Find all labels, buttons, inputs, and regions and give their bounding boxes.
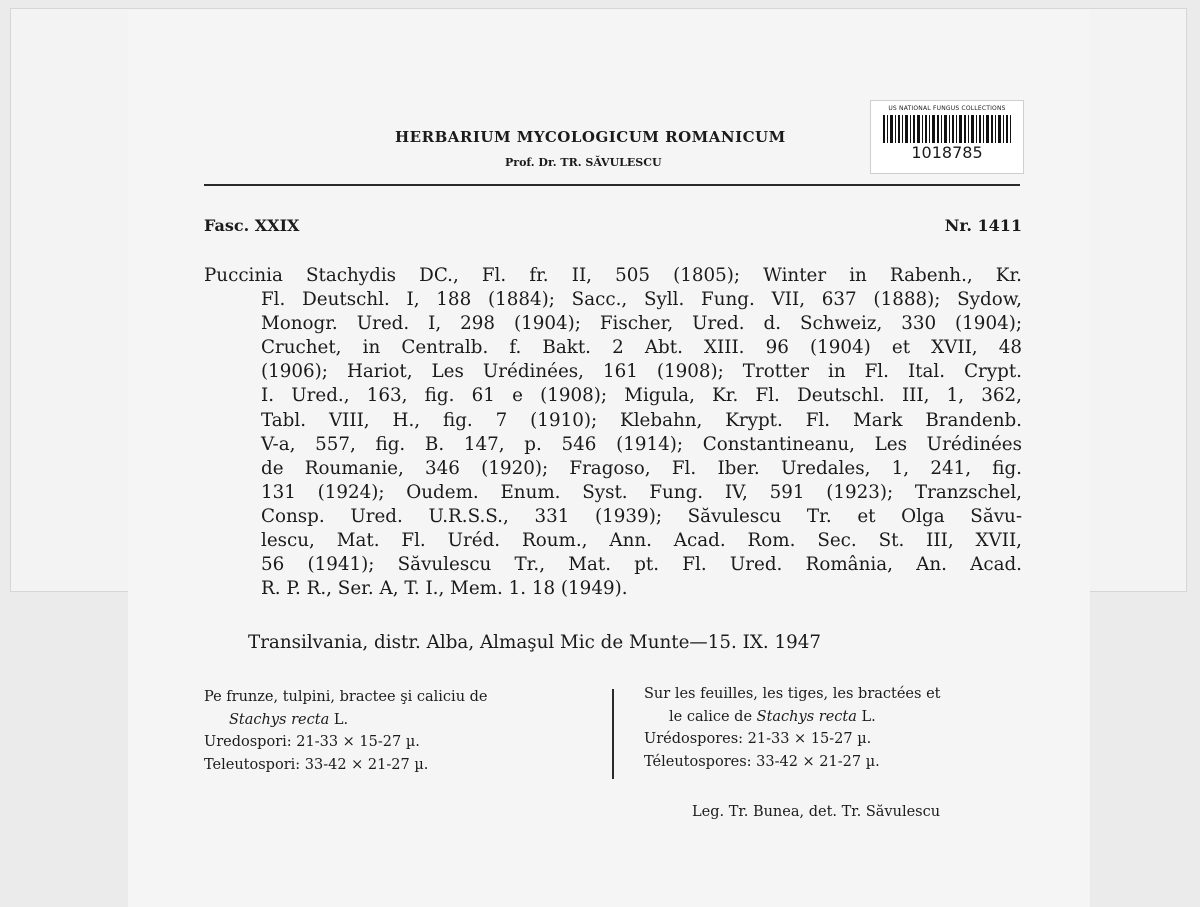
catalog-number: 1018785 — [911, 143, 983, 162]
citation-line: lescu, Mat. Fl. Uréd. Roum., Ann. Acad. Rom. Sec. St. III, XVII, — [261, 530, 1022, 552]
spore-measure: Teleutospori: 33-42 × 21-27 µ. — [204, 756, 429, 773]
citation-line: (1906); Hariot, Les Urédinées, 161 (1908); Trotter in Fl. Ital. Crypt. — [261, 361, 1022, 383]
citation-line: Cruchet, in Centralb. f. Bakt. 2 Abt. XIII. 96 (1904) et XVII, 48 — [261, 337, 1022, 359]
host-species: Stachys recta — [229, 711, 330, 728]
citation-line: R. P. R., Ser. A, T. I., Mem. 1. 18 (1949). — [261, 578, 628, 600]
spore-measure: Téleutospores: 33-42 × 21-27 µ. — [644, 753, 880, 770]
host-line: Pe frunze, tulpini, bractee şi caliciu de — [204, 689, 488, 705]
citation-line: Fl. Deutschl. I, 188 (1884); Sacc., Syll. Fung. VII, 637 (1888); Sydow, — [261, 289, 1022, 311]
header-divider — [204, 184, 1020, 186]
barcode-icon — [881, 115, 1013, 143]
citation-line: Puccinia Stachydis DC., Fl. fr. II, 505 (1805); Winter in Rabenh., Kr. — [204, 265, 1022, 286]
collection-name: US NATIONAL FUNGUS COLLECTIONS — [888, 105, 1006, 112]
page-title: HERBARIUM MYCOLOGICUM ROMANICUM — [395, 128, 786, 146]
french-description — [644, 683, 940, 773]
citation-line: Tabl. VIII, H., fig. 7 (1910); Klebahn, Krypt. Fl. Mark Brandenb. — [261, 409, 1022, 431]
specimen-number: Nr. 1411 — [944, 216, 1022, 235]
locality-line: Transilvania, distr. Alba, Almaşul Mic de Munte—15. IX. 1947 — [248, 632, 821, 653]
spore-measure: Urédospores: 21-33 × 15-27 µ. — [644, 731, 872, 747]
species-citation — [204, 264, 1022, 601]
collector-line: Leg. Tr. Bunea, det. Tr. Săvulescu — [692, 804, 941, 820]
host-author: L. — [856, 708, 876, 725]
citation-line: V-a, 557, fig. B. 147, p. 546 (1914); Constantineanu, Les Urédinées — [261, 433, 1022, 455]
host-species-line — [644, 706, 940, 729]
fascicle-label: Fasc. XXIX — [204, 216, 300, 235]
host-prefix: le calice de — [669, 708, 757, 725]
romanian-description — [204, 686, 488, 776]
host-line: Sur les feuilles, les tiges, les bractées et — [644, 686, 941, 702]
citation-line: de Roumanie, 346 (1920); Fragoso, Fl. Iber. Uredales, 1, 241, fig. — [261, 457, 1022, 479]
column-divider — [612, 689, 614, 779]
citation-line: 56 (1941); Săvulescu Tr., Mat. pt. Fl. Ured. România, An. Acad. — [261, 554, 1022, 576]
host-species-line — [204, 709, 488, 732]
citation-line: Consp. Ured. U.R.S.S., 331 (1939); Săvulescu Tr. et Olga Săvu- — [261, 505, 1022, 527]
citation-line: I. Ured., 163, fig. 61 e (1908); Migula, Kr. Fl. Deutschl. III, 1, 362, — [261, 385, 1022, 407]
host-species: Stachys recta — [756, 708, 857, 725]
barcode-label — [870, 100, 1024, 174]
host-author: L. — [329, 711, 349, 728]
spore-measure: Uredospori: 21-33 × 15-27 µ. — [204, 734, 420, 750]
page-subtitle: Prof. Dr. TR. SĂVULESCU — [505, 156, 662, 169]
citation-line: 131 (1924); Oudem. Enum. Syst. Fung. IV, 591 (1923); Tranzschel, — [261, 481, 1022, 503]
citation-line: Monogr. Ured. I, 298 (1904); Fischer, Ured. d. Schweiz, 330 (1904); — [261, 313, 1022, 335]
